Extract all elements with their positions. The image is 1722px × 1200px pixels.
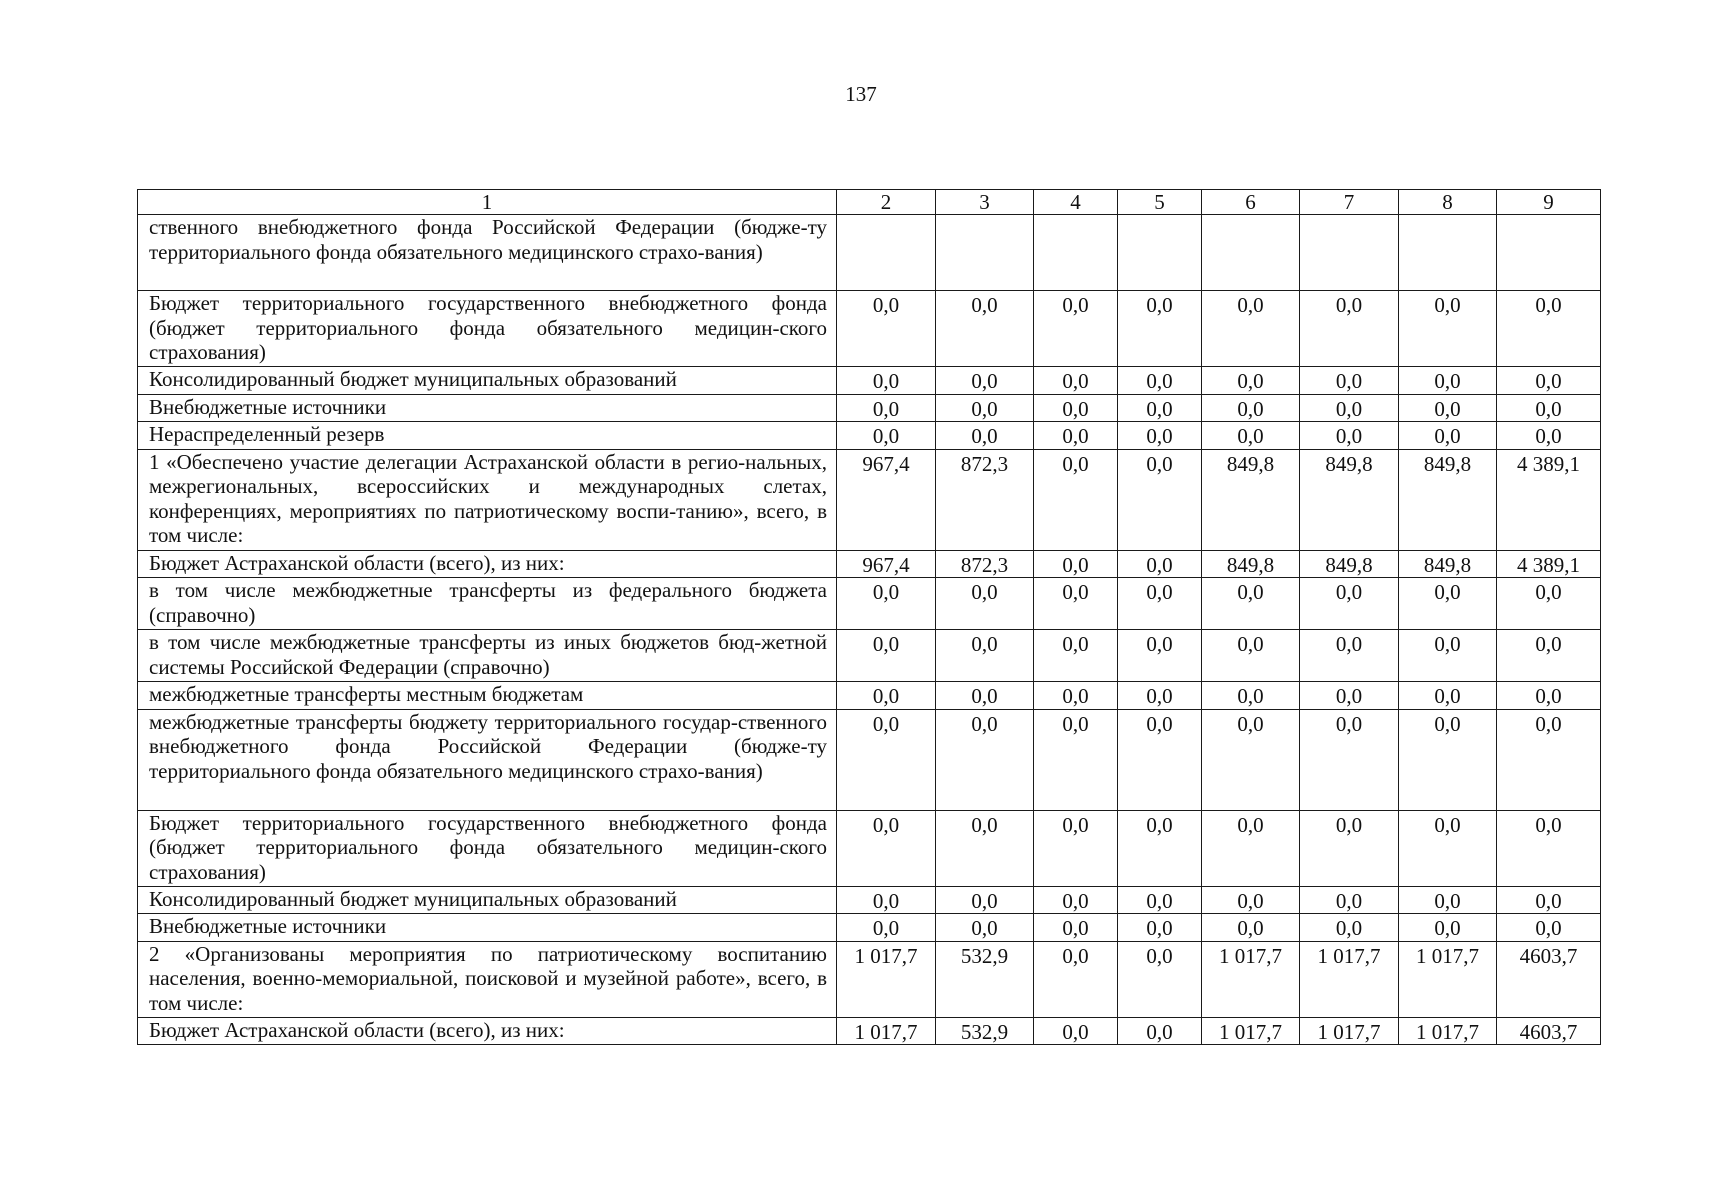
value-cell: 0,0	[936, 394, 1034, 422]
row-label: Бюджет Астраханской области (всего), из них:	[138, 1017, 837, 1045]
value-cell: 0,0	[1118, 449, 1202, 550]
row-label: межбюджетные трансферты бюджету территориального государ-ственного внебюджетного фонда Российской Федерации (бюдже-ту территориального фонда обязательного медицинского страхо-вания)	[138, 709, 837, 810]
row-label: Нераспределенный резерв	[138, 422, 837, 450]
table-body	[138, 215, 1601, 1045]
value-cell: 0,0	[1034, 394, 1118, 422]
value-cell: 0,0	[936, 682, 1034, 710]
value-cell: 0,0	[837, 367, 936, 395]
table-row	[138, 578, 1601, 630]
value-cell: 0,0	[1034, 941, 1118, 1017]
value-cell: 0,0	[1202, 810, 1300, 886]
column-header: 1	[138, 190, 837, 215]
value-cell: 0,0	[1300, 682, 1399, 710]
table-row	[138, 215, 1601, 291]
value-cell: 0,0	[1034, 367, 1118, 395]
value-cell: 0,0	[1118, 394, 1202, 422]
value-cell: 0,0	[1118, 291, 1202, 367]
table-row	[138, 367, 1601, 395]
value-cell: 0,0	[1034, 886, 1118, 914]
header-row	[138, 190, 1601, 215]
table-row	[138, 449, 1601, 550]
value-cell: 0,0	[1202, 709, 1300, 810]
column-header: 4	[1034, 190, 1118, 215]
row-label: 2 «Организованы мероприятия по патриотическому воспитанию населения, военно-мемориальной, поисковой и музейной работе», всего, в том числе:	[138, 941, 837, 1017]
value-cell: 0,0	[1497, 367, 1601, 395]
row-label: межбюджетные трансферты местным бюджетам	[138, 682, 837, 710]
value-cell: 0,0	[1497, 630, 1601, 682]
value-cell: 0,0	[1399, 709, 1497, 810]
value-cell: 849,8	[1202, 550, 1300, 578]
value-cell: 0,0	[1497, 709, 1601, 810]
value-cell: 0,0	[1118, 1017, 1202, 1045]
value-cell: 0,0	[1399, 886, 1497, 914]
value-cell: 0,0	[1118, 682, 1202, 710]
column-header: 9	[1497, 190, 1601, 215]
value-cell: 0,0	[1034, 1017, 1118, 1045]
column-header: 5	[1118, 190, 1202, 215]
page-number: 137	[845, 82, 877, 106]
value-cell: 872,3	[936, 550, 1034, 578]
value-cell	[1300, 215, 1399, 291]
budget-table	[137, 189, 1601, 1045]
table-row	[138, 682, 1601, 710]
column-header: 8	[1399, 190, 1497, 215]
row-label: Внебюджетные источники	[138, 394, 837, 422]
value-cell: 0,0	[1300, 578, 1399, 630]
value-cell: 0,0	[1202, 367, 1300, 395]
value-cell	[1034, 215, 1118, 291]
value-cell	[1118, 215, 1202, 291]
value-cell: 4 389,1	[1497, 550, 1601, 578]
value-cell: 0,0	[1034, 630, 1118, 682]
value-cell: 0,0	[837, 291, 936, 367]
value-cell: 0,0	[1300, 709, 1399, 810]
value-cell: 0,0	[1497, 422, 1601, 450]
value-cell: 0,0	[1399, 367, 1497, 395]
value-cell: 0,0	[1202, 630, 1300, 682]
value-cell: 0,0	[837, 682, 936, 710]
value-cell: 0,0	[1202, 422, 1300, 450]
row-label: Бюджет территориального государственного внебюджетного фонда (бюджет территориального фонда обязательного медицин-ского страхования)	[138, 291, 837, 367]
value-cell: 0,0	[1497, 394, 1601, 422]
value-cell: 0,0	[837, 578, 936, 630]
value-cell: 0,0	[1118, 709, 1202, 810]
column-header: 6	[1202, 190, 1300, 215]
value-cell: 0,0	[1202, 291, 1300, 367]
value-cell: 0,0	[1300, 367, 1399, 395]
value-cell: 849,8	[1399, 449, 1497, 550]
value-cell: 0,0	[936, 578, 1034, 630]
row-label: Консолидированный бюджет муниципальных образований	[138, 367, 837, 395]
value-cell: 0,0	[1399, 914, 1497, 942]
table-row	[138, 810, 1601, 886]
row-label: Внебюджетные источники	[138, 914, 837, 942]
value-cell: 0,0	[1300, 291, 1399, 367]
value-cell	[1202, 215, 1300, 291]
value-cell: 0,0	[1399, 810, 1497, 886]
value-cell: 0,0	[1202, 578, 1300, 630]
value-cell: 0,0	[1118, 914, 1202, 942]
value-cell: 1 017,7	[1399, 941, 1497, 1017]
value-cell: 1 017,7	[837, 1017, 936, 1045]
value-cell: 0,0	[1118, 810, 1202, 886]
value-cell: 4603,7	[1497, 1017, 1601, 1045]
value-cell: 1 017,7	[1202, 941, 1300, 1017]
value-cell: 0,0	[1202, 886, 1300, 914]
value-cell: 0,0	[1497, 914, 1601, 942]
value-cell: 0,0	[1118, 550, 1202, 578]
table-row	[138, 630, 1601, 682]
value-cell: 0,0	[837, 630, 936, 682]
value-cell: 0,0	[1497, 886, 1601, 914]
value-cell: 0,0	[1300, 914, 1399, 942]
value-cell: 0,0	[1118, 630, 1202, 682]
value-cell: 0,0	[936, 886, 1034, 914]
value-cell: 0,0	[1300, 630, 1399, 682]
value-cell: 0,0	[1034, 449, 1118, 550]
table-row	[138, 291, 1601, 367]
value-cell: 0,0	[1202, 914, 1300, 942]
column-header: 7	[1300, 190, 1399, 215]
table-row	[138, 1017, 1601, 1045]
value-cell: 0,0	[1300, 810, 1399, 886]
value-cell: 0,0	[837, 422, 936, 450]
value-cell: 0,0	[837, 394, 936, 422]
value-cell: 0,0	[1399, 422, 1497, 450]
value-cell: 0,0	[1034, 550, 1118, 578]
value-cell: 0,0	[936, 422, 1034, 450]
value-cell: 0,0	[1034, 422, 1118, 450]
value-cell: 967,4	[837, 550, 936, 578]
value-cell: 0,0	[1497, 810, 1601, 886]
table-row	[138, 394, 1601, 422]
value-cell: 872,3	[936, 449, 1034, 550]
value-cell: 1 017,7	[1399, 1017, 1497, 1045]
value-cell	[1497, 215, 1601, 291]
value-cell: 0,0	[936, 367, 1034, 395]
value-cell: 0,0	[1399, 394, 1497, 422]
row-label: 1 «Обеспечено участие делегации Астраханской области в регио-нальных, межрегиональных, всероссийских и международных слетах, конференциях, мероприятиях по патриотическому воспи-танию», всего, в том числе:	[138, 449, 837, 550]
row-label: Бюджет территориального государственного внебюджетного фонда (бюджет территориального фонда обязательного медицин-ского страхования)	[138, 810, 837, 886]
table-row	[138, 914, 1601, 942]
value-cell: 1 017,7	[837, 941, 936, 1017]
value-cell: 0,0	[1497, 682, 1601, 710]
value-cell: 967,4	[837, 449, 936, 550]
column-header: 3	[936, 190, 1034, 215]
value-cell	[1399, 215, 1497, 291]
value-cell: 1 017,7	[1202, 1017, 1300, 1045]
value-cell: 0,0	[837, 914, 936, 942]
value-cell: 0,0	[936, 291, 1034, 367]
value-cell: 0,0	[1300, 394, 1399, 422]
column-header: 2	[837, 190, 936, 215]
value-cell: 849,8	[1399, 550, 1497, 578]
value-cell	[936, 215, 1034, 291]
value-cell: 0,0	[1202, 394, 1300, 422]
value-cell: 0,0	[1497, 578, 1601, 630]
value-cell: 0,0	[837, 886, 936, 914]
value-cell: 0,0	[1118, 422, 1202, 450]
table-row	[138, 550, 1601, 578]
value-cell: 0,0	[1034, 709, 1118, 810]
value-cell: 849,8	[1202, 449, 1300, 550]
value-cell: 0,0	[1034, 291, 1118, 367]
value-cell: 0,0	[837, 709, 936, 810]
value-cell: 0,0	[1034, 810, 1118, 886]
value-cell: 0,0	[1202, 682, 1300, 710]
row-label: Консолидированный бюджет муниципальных образований	[138, 886, 837, 914]
row-label: Бюджет Астраханской области (всего), из них:	[138, 550, 837, 578]
value-cell: 0,0	[1034, 914, 1118, 942]
row-label: в том числе межбюджетные трансферты из иных бюджетов бюд-жетной системы Российской Федерации (справочно)	[138, 630, 837, 682]
value-cell: 0,0	[1399, 291, 1497, 367]
value-cell: 532,9	[936, 1017, 1034, 1045]
value-cell: 0,0	[1300, 422, 1399, 450]
value-cell: 4 389,1	[1497, 449, 1601, 550]
value-cell: 0,0	[936, 709, 1034, 810]
table-row	[138, 941, 1601, 1017]
value-cell: 0,0	[936, 810, 1034, 886]
row-label: ственного внебюджетного фонда Российской Федерации (бюдже-ту территориального фонда обязательного медицинского страхо-вания)	[138, 215, 837, 291]
value-cell: 532,9	[936, 941, 1034, 1017]
value-cell: 1 017,7	[1300, 941, 1399, 1017]
value-cell: 0,0	[837, 810, 936, 886]
value-cell: 0,0	[1300, 886, 1399, 914]
value-cell: 0,0	[1399, 630, 1497, 682]
value-cell	[837, 215, 936, 291]
value-cell: 0,0	[936, 914, 1034, 942]
table-row	[138, 886, 1601, 914]
value-cell: 4603,7	[1497, 941, 1601, 1017]
table-row	[138, 422, 1601, 450]
value-cell: 0,0	[936, 630, 1034, 682]
value-cell: 849,8	[1300, 550, 1399, 578]
value-cell: 0,0	[1118, 941, 1202, 1017]
row-label: в том числе межбюджетные трансферты из федерального бюджета (справочно)	[138, 578, 837, 630]
value-cell: 0,0	[1497, 291, 1601, 367]
value-cell: 0,0	[1399, 682, 1497, 710]
value-cell: 1 017,7	[1300, 1017, 1399, 1045]
value-cell: 0,0	[1034, 578, 1118, 630]
value-cell: 0,0	[1118, 886, 1202, 914]
value-cell: 0,0	[1118, 367, 1202, 395]
table-row	[138, 709, 1601, 810]
value-cell: 849,8	[1300, 449, 1399, 550]
value-cell: 0,0	[1399, 578, 1497, 630]
value-cell: 0,0	[1034, 682, 1118, 710]
value-cell: 0,0	[1118, 578, 1202, 630]
